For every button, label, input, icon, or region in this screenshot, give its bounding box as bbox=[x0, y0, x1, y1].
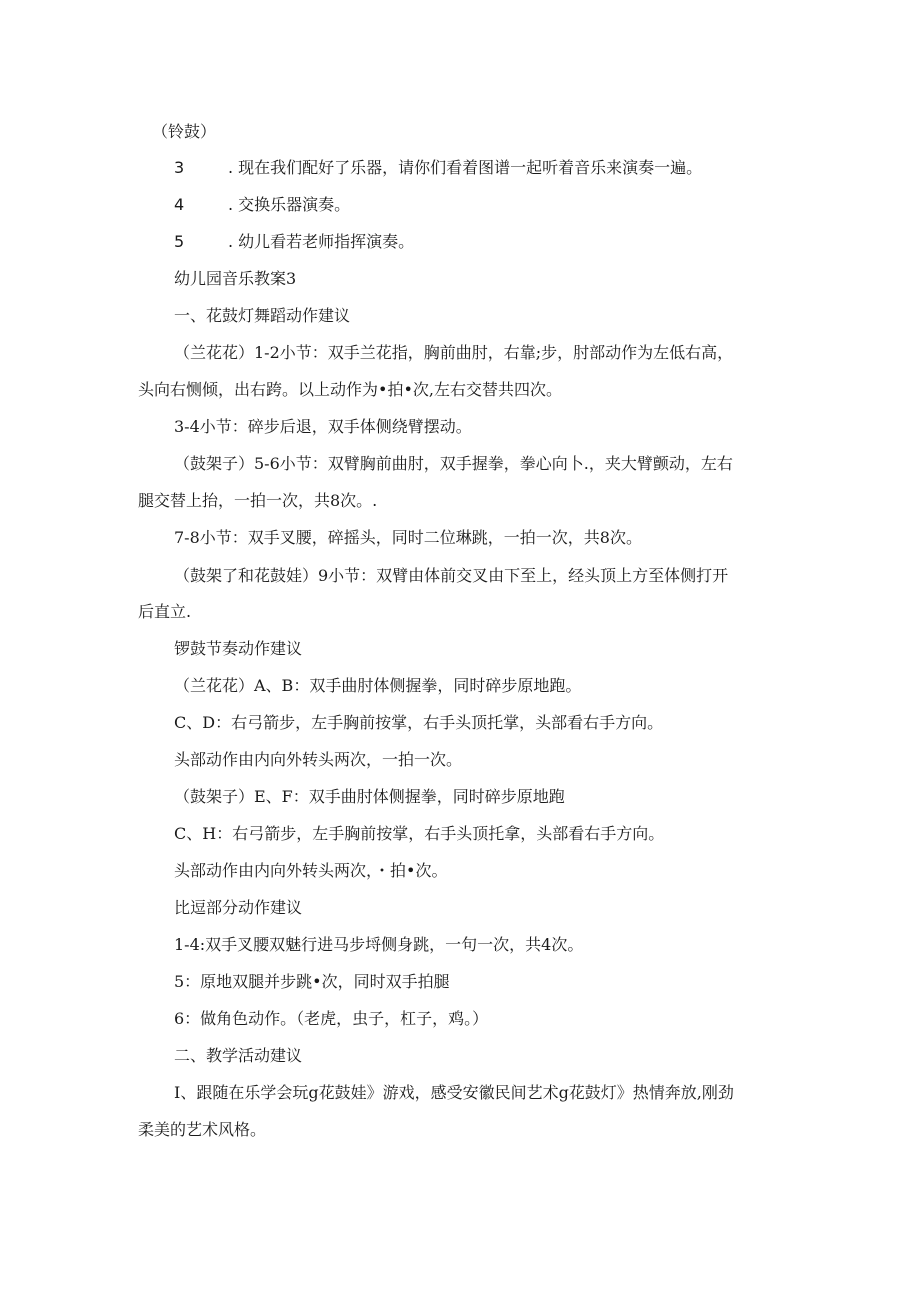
step-4 bbox=[174, 195, 350, 215]
heading-dance-suggestions: 一、花鼓灯舞蹈动作建议 bbox=[174, 306, 351, 325]
heading-teaching-suggestions: 二、教学活动建议 bbox=[174, 1046, 303, 1065]
paragraph-line: （兰花花）1-2小节：双手兰花指，胸前曲肘，右靠;步，肘部动作为左低右高， bbox=[174, 343, 734, 362]
step-text: . 幼儿看若老师指挥演奏。 bbox=[228, 232, 415, 251]
paragraph-line: （鼓架子）E、F：双手曲肘体侧握拳，同时碎步原地跑 bbox=[174, 787, 565, 806]
paragraph-line: 5：原地双腿并步跳•次，同时双手拍腿 bbox=[174, 972, 450, 991]
paragraph-line: 6：做角色动作。（老虎，虫子，杠子，鸡。） bbox=[174, 1009, 489, 1028]
paragraph-line: 1-4:双手叉腰双魅行进马步埒侧身跳，一句一次，共4次。 bbox=[174, 935, 584, 954]
step-number: 4 bbox=[174, 195, 185, 214]
paragraph-line: 头部动作由内向外转头两次，一拍一次。 bbox=[174, 750, 463, 769]
paragraph-line: C、H：右弓箭步，左手胸前按掌，右手头顶托拿，头部看右手方向。 bbox=[174, 824, 665, 843]
step-number: 3 bbox=[174, 158, 185, 177]
paragraph-line: 柔美的艺术风格。 bbox=[138, 1120, 267, 1139]
paragraph-line: 3-4小节：碎步后退，双手体侧绕臂摆动。 bbox=[174, 417, 472, 436]
heading-gong-drum-suggestions: 锣鼓节奏动作建议 bbox=[174, 639, 303, 658]
paragraph-line: 头部动作由内向外转头两次，・拍•次。 bbox=[174, 861, 448, 880]
paragraph-line: （兰花花）A、B：双手曲肘体侧握拳，同时碎步原地跑。 bbox=[174, 676, 582, 695]
paragraph-line: 后直立. bbox=[138, 602, 192, 621]
instrument-label: （铃鼓） bbox=[152, 122, 217, 141]
step-5 bbox=[174, 232, 414, 252]
paragraph-line: （鼓架子）5-6小节：双臂胸前曲肘，双手握拳，拳心向卜.，夹大臂颤动，左右 bbox=[174, 454, 733, 473]
step-number: 5 bbox=[174, 232, 185, 251]
paragraph-line: 腿交替上抬，一拍一次，共8次。. bbox=[138, 491, 378, 510]
step-3 bbox=[174, 158, 702, 178]
heading-tease-suggestions: 比逗部分动作建议 bbox=[174, 898, 303, 917]
paragraph-line: C、D：右弓箭步，左手胸前按掌，右手头顶托掌，头部看右手方向。 bbox=[174, 713, 664, 732]
step-text: . 交换乐器演奏。 bbox=[228, 195, 351, 214]
paragraph-line: 7-8小节：双手叉腰，碎摇头，同时二位琳跳，一拍一次，共8次。 bbox=[174, 528, 642, 547]
paragraph-line: 头向右恻倾，出右跨。以上动作为•拍•次,左右交替共四次。 bbox=[138, 380, 562, 399]
paragraph-line: （鼓架了和花鼓娃）9小节：双臂由体前交叉由下至上，经头顶上方至体侧打开 bbox=[174, 566, 729, 585]
paragraph-line: I、跟随在乐学会玩g花鼓娃》游戏，感受安徽民间艺术g花鼓灯》热情奔放,刚劲 bbox=[174, 1083, 734, 1102]
section-title: 幼儿园音乐教案3 bbox=[174, 269, 297, 288]
step-text: . 现在我们配好了乐器，请你们看着图谱一起听着音乐来演奏一遍。 bbox=[228, 158, 703, 177]
